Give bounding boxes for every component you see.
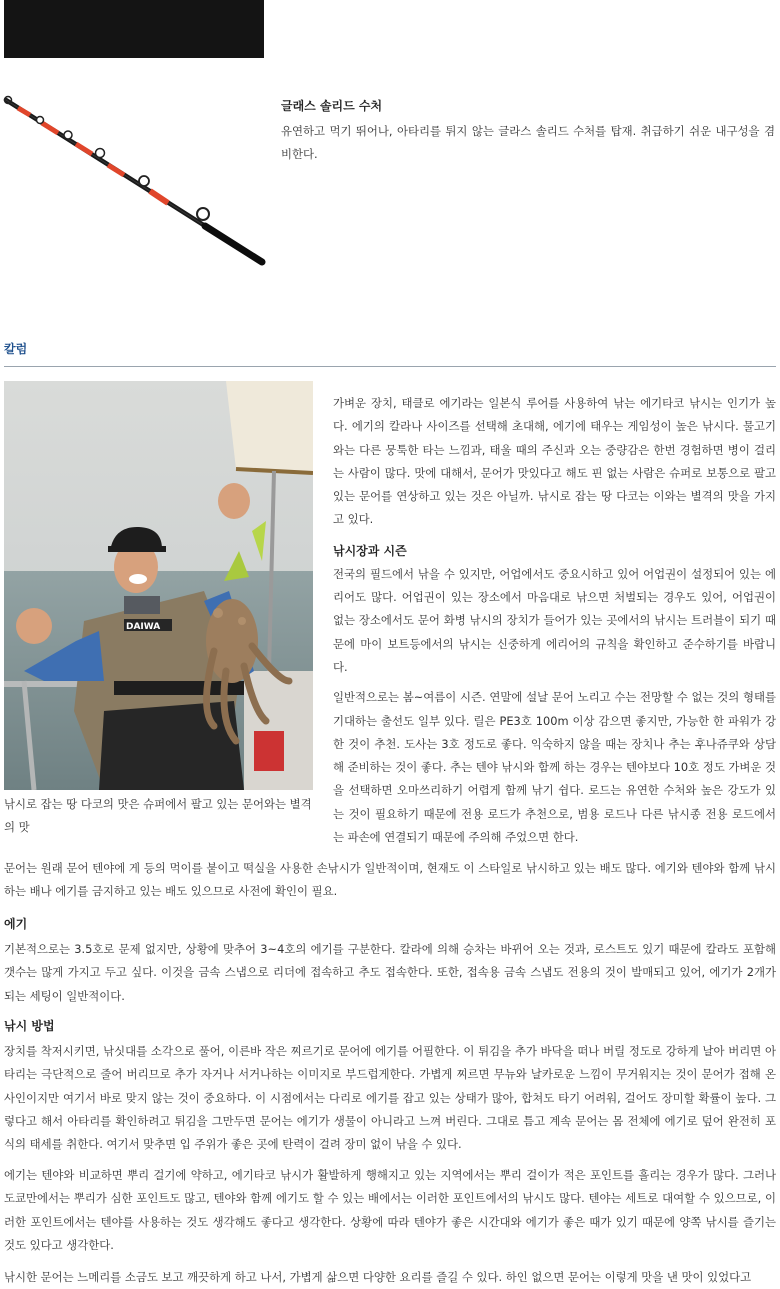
product-image-top: [4, 0, 264, 58]
egi-title: 에기: [4, 917, 28, 931]
rod-title: 글래스 솔리드 수처: [281, 99, 383, 113]
method-section: [4, 1016, 776, 1156]
rod-text: 유연하고 먹기 뛰어나, 아타리를 튀지 않는 글라스 솔리드 수처를 탑재. 취급하기 쉬운 내구성을 겸비한다.: [281, 124, 775, 161]
last-section: [4, 1266, 776, 1289]
last-paragraph: 낚시한 문어는 느메리를 소금도 보고 깨끗하게 하고 나서, 가볍게 삶으면 다양한 요리를 즐길 수 있다. 하인 없으면 문어는 이렇게 맛을 낸 맛이 있었다고: [4, 1270, 752, 1284]
root-paragraph: 에기는 텐야와 비교하면 뿌리 걸기에 약하고, 에기타코 낚시가 활발하게 행해지고 있는 지역에서는 뿌리 걸이가 적은 포인트를 흘리는 경우가 많다. 그러나 도쿄만에서는 뿌리가 심한 포인트도 많고, 텐야와 함께 에기도 할 수 있는 배에서는 이러한 포인트에서의 낚시도 많다. 텐야는 세트로 대여할 수 있으므로, 이러한 포인트에서는 텐야를 사용하는 것도 생각해도 좋다고 생각한다. 상황에 따라 텐야가 좋은 시간대와 에기가 좋은 때가 있기 때문에 양쪽 낚시를 즐기는 것도 있다고 생각한다.: [4, 1168, 776, 1252]
egi-section: [4, 914, 776, 1008]
method-paragraph: 장치를 착저시키면, 낚싯대를 소각으로 풀어, 이른바 작은 찌르기로 문어에 에기를 어필한다. 이 튀김을 추가 바닥을 떠나 버릴 정도로 강하게 날아 버리면 아타리는 극단적으로 줄어 버리므로 추가 자거나 서거나하는 이미지로 부드럽게한다. 가볍게 찌르면 무뉴와 날카로운 느낌이 무거워지는 것이 문어가 접해 온 사인이지만 여기서 바로 맞지 않는 것이 중요하다. 이 시점에서는 다리로 에기를 잡고 있는 상태가 많아, 합쳐도 타기 어려워, 걸어도 장미할 확률이 높다. 그렇다고 해서 아타리를 확인하려고 튀김을 그만두면 문어는 에기가 생물이 아니라고 느껴 버린다. 그대로 틈고 계속 문어는 몸 전체에 에기로 덮어 완전히 포식의 태세를 취한다. 여기서 맞추면 입 주위가 좋은 곳에 탄력이 걸려 장미 없이 낚을 수 있다.: [4, 1044, 776, 1152]
svg-text:DAIWA: DAIWA: [126, 622, 161, 632]
season-paragraph: 전국의 필드에서 낚을 수 있지만, 어업에서도 중요시하고 있어 어업권이 설정되어 있는 에리어도 많다. 어업권이 있는 장소에서 마음대로 낚으면 처벌되는 경우도 있어, 어업권이 없는 장소에서도 문어 화병 낚시의 장치가 들어가 있는 곳에서의 낚시는 트러블이 되기 때문에 마이 보트등에서의 낚시는 신중하게 에리어의 규칙을 확인하고 준수하기를 바랍니다.: [333, 566, 776, 674]
root-section: [4, 1164, 776, 1257]
season-title: 낚시장과 시즌: [333, 543, 407, 558]
photo-caption: 낚시로 잡는 땅 다코의 맛은 슈퍼에서 팔고 있는 문어와는 별격의 맛: [4, 797, 312, 834]
general-paragraph: 일반적으로는 봄~여름이 시즌. 연말에 설날 문어 노리고 수는 전망할 수 없는 것의 형태를 기대하는 출선도 일부 있다. 릴은 PE3호 100m 이상 감으면 좋지만, 가능한 한 파워가 강한 것이 추천. 도사는 3호 정도로 좋다. 익숙하지 않을 때는 장치나 추는 후나쥬쿠와 상담해 준비하는 것이 좋다. 추는 텐야 낚시와 함께 하는 경우는 텐야보다 10호 정도 가벼운 것을 선택하면 오마쓰리하기 어렵게 함께 낚기 쉽다. 로드는 유연한 수처와 높은 강도가 있는 것이 필요하기 때문에 전용 로드가 추천으로, 범용 로드나 다른 낚시종 전용 로드에서는 파손에 연결되기 때문에 주의해 주었으면 한다.: [333, 690, 776, 845]
tenya-section: [4, 857, 776, 904]
egi-paragraph: 기본적으로는 3.5호로 문제 없지만, 상황에 맞추어 3~4호의 에기를 구분한다. 칼라에 의해 승차는 바뀌어 오는 것과, 로스트도 있기 때문에 칼라도 포함해 갯수는 많게 가지고 두고 싶다. 이것을 금속 스냅으로 리더에 접속하고 추도 접속한다. 또한, 접속용 금속 스냅도 전용의 것이 발매되고 있어, 에기가 2개가 되는 세팅이 일반적이다.: [4, 942, 776, 1003]
tenya-paragraph: 문어는 원래 문어 텐야에 게 등의 먹이를 붙이고 떡실을 사용한 손낚시가 일반적이며, 현재도 이 스타일로 낚시하고 있는 배도 많다. 에기와 텐야와 함께 낚시하는 배나 에기를 금지하고 있는 배도 있으므로 사전에 확인이 필요.: [4, 861, 776, 899]
method-title: 낚시 방법: [4, 1019, 55, 1033]
column-heading: 칼럼: [4, 340, 776, 367]
intro-paragraph: 가벼운 장치, 태클로 에기라는 일본식 루어를 사용하여 낚는 에기타코 낚시는 인기가 높다. 에기의 칼라나 사이즈를 선택해 초대해, 에기에 태우는 게임성이 높은 낚시다. 물고기와는 다른 뭉툭한 타는 느낌과, 태울 때의 주신과 오는 중량감은 한번 경험하면 병이 걸리는 사람이 많다. 맛에 대해서, 문어가 맛있다고 해도 핀 없는 사람은 슈퍼로 보통으로 팔고 있는 문어를 연상하고 있는 것은 아닐까. 낚시로 잡는 땅 다코는 이와는 별격의 맛을 가지고 있다.: [333, 396, 776, 527]
fishing-rod-image: [0, 90, 270, 270]
column-side-text: [333, 392, 776, 849]
angler-photo: [4, 381, 313, 790]
rod-description: [281, 96, 775, 166]
